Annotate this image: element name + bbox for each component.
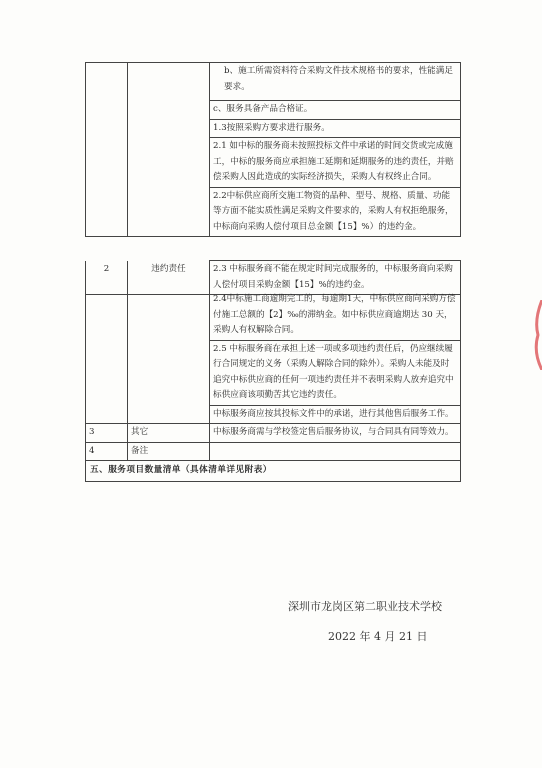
content-cell [210,340,461,405]
signature-date: 2022 年 4 月 21 日 [328,630,428,643]
signature-org: 深圳市龙岗区第二职业技术学校 [288,600,442,613]
content-cell [210,187,461,237]
item-name-cell [128,291,210,424]
terms-table-cont [85,291,461,482]
clause-text: 1.3按照采购方要求进行服务。 [213,122,330,133]
terms-table-lower [85,260,461,295]
content-cell [210,119,461,138]
item-name-cell: 备注 [128,442,210,461]
table-row [86,261,461,295]
item-name-cell [128,63,210,237]
row-number-cell: 4 [86,442,128,461]
clause-text: 中标服务商需与学校签定售后服务协议，与合同具有同等效力。 [213,427,454,437]
table-row [86,461,461,482]
section-heading: 五、服务项目数量清单（具体清单详见附表） [86,461,461,482]
content-cell [210,405,461,424]
clause-text: 2.5 中标服务商在承担上述一项或多项违约责任后，仍应继续履行合同规定的义务（采购人解除合同的除外）。采购人未能及时追究中标供应商的任何一项违约责任并不表明采购人放弃追究中标供应商该项勤苦其它违约责任。 [213,343,454,400]
content-cell [210,63,461,101]
content-cell [210,424,461,443]
row-number-cell [86,63,128,237]
table-row [86,291,461,340]
clause-text: b、施工所需资料符合采购文件技术规格书的要求，性能满足要求。 [224,66,453,92]
content-cell [210,291,461,340]
clause-text: 2.1 如中标的服务商未按照投标文件中承诺的时间交货或完成施工，中标的服务商应承担施工延期和延期服务的违约责任，并赔偿采购人因此造成的实际经济损失，采购人有权终止合同。 [213,141,454,182]
clause-text: 2.4中标施工商逾期完工的，每逾期1天，中标供应商向采购方偿付施工总额的【2】‰的滞纳金。如中标供应商逾期达 30 天，采购人有权解除合同。 [213,294,456,335]
content-cell [210,261,461,295]
item-name-cell: 其它 [128,424,210,443]
clause-text: 2.3 中标服务商不能在规定时间完成服务的，中标服务商向采购人偿付项目采购金额【15】%的违约金。 [213,264,453,290]
content-cell [210,138,461,188]
clause-text: 2.2中标供应商所交施工物资的品种、型号、规格、质量、功能等方面不能实质性满足采购文件要求的，采购人有权拒绝服务，中标商向采购人偿付项目总金额【15】%）的违约金。 [213,190,454,232]
content-cell [210,101,461,120]
terms-table [85,62,461,237]
table-row [86,63,461,101]
table-row [86,442,461,461]
item-name-cell: 违约责任 [128,261,210,295]
row-number-cell [86,291,128,424]
content-cell [210,442,461,461]
row-number-cell: 2 [86,261,128,295]
seal-edge-icon [532,300,542,370]
clause-text: c、服务具备产品合格证。 [213,104,313,114]
table-row [86,424,461,443]
clause-text: 中标服务商应按其投标文件中的承诺，进行其他售后服务工作。 [213,408,454,419]
row-number-cell: 3 [86,424,128,443]
